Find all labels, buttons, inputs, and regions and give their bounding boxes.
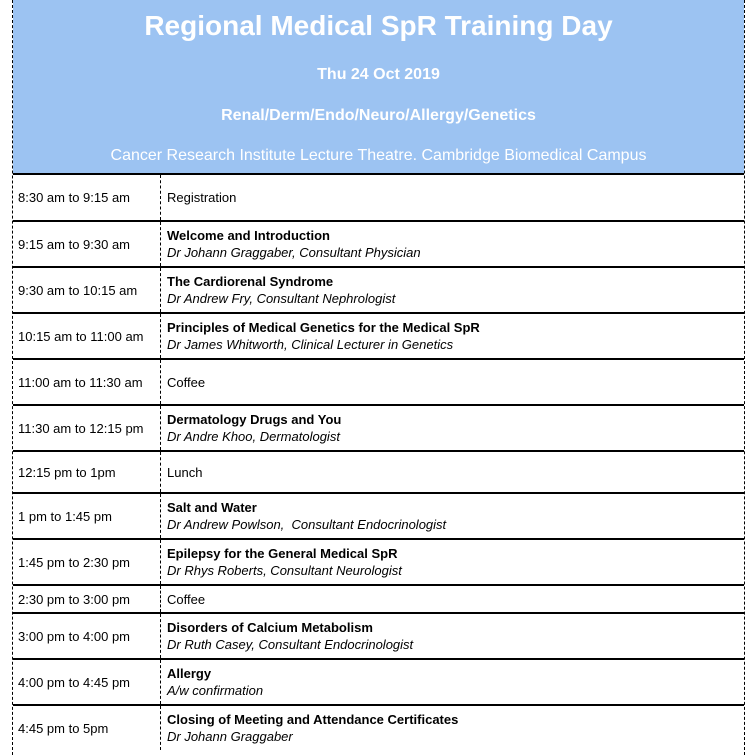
session-time: 4:45 pm to 5pm xyxy=(13,706,161,750)
session-speaker: Dr Andre Khoo, Dermatologist xyxy=(167,429,340,444)
session-details xyxy=(167,614,744,658)
session-details xyxy=(167,660,744,704)
session-details xyxy=(167,540,744,584)
session-speaker: Dr Rhys Roberts, Consultant Neurologist xyxy=(167,563,402,578)
session-details xyxy=(167,706,744,750)
programme-header xyxy=(13,0,744,175)
session-time: 3:00 pm to 4:00 pm xyxy=(13,614,161,658)
table-row xyxy=(13,452,744,494)
session-title: Disorders of Calcium Metabolism xyxy=(167,620,373,635)
table-row xyxy=(13,222,744,268)
session-speaker: Dr Andrew Fry, Consultant Nephrologist xyxy=(167,291,396,306)
session-details xyxy=(167,586,744,612)
session-title: Allergy xyxy=(167,666,212,681)
table-row xyxy=(13,614,744,660)
session-time: 4:00 pm to 4:45 pm xyxy=(13,660,161,704)
session-details xyxy=(167,452,744,492)
schedule-table xyxy=(13,175,744,750)
session-time: 9:30 am to 10:15 am xyxy=(13,268,161,312)
session-speaker: Dr Johann Graggaber, Consultant Physician xyxy=(167,245,421,260)
event-date: Thu 24 Oct 2019 xyxy=(317,66,440,83)
table-row xyxy=(13,706,744,750)
session-speaker: Dr Andrew Powlson, Consultant Endocrinologist xyxy=(167,517,447,532)
session-details xyxy=(167,222,744,266)
programme-page xyxy=(12,0,745,755)
table-row xyxy=(13,586,744,614)
table-row xyxy=(13,314,744,360)
session-details xyxy=(167,175,744,220)
table-row xyxy=(13,406,744,452)
session-time: 11:30 am to 12:15 pm xyxy=(13,406,161,450)
table-row xyxy=(13,540,744,586)
session-details xyxy=(167,360,744,404)
session-title: Coffee xyxy=(167,374,206,390)
session-time: 12:15 pm to 1pm xyxy=(13,452,161,492)
session-title: Closing of Meeting and Attendance Certificates xyxy=(167,712,459,727)
session-time: 11:00 am to 11:30 am xyxy=(13,360,161,404)
session-title: Epilepsy for the General Medical SpR xyxy=(167,546,398,561)
session-time: 1:45 pm to 2:30 pm xyxy=(13,540,161,584)
session-title: Lunch xyxy=(167,464,203,480)
table-row xyxy=(13,660,744,706)
table-row xyxy=(13,494,744,540)
event-title: Regional Medical SpR Training Day xyxy=(144,10,613,41)
table-row xyxy=(13,360,744,406)
session-details xyxy=(167,314,744,358)
session-title: Welcome and Introduction xyxy=(167,228,330,243)
session-time: 2:30 pm to 3:00 pm xyxy=(13,586,161,612)
event-venue: Cancer Research Institute Lecture Theatre. Cambridge Biomedical Campus xyxy=(110,147,647,164)
session-title: Coffee xyxy=(167,591,206,607)
session-title: Principles of Medical Genetics for the Medical SpR xyxy=(167,320,480,335)
session-time: 9:15 am to 9:30 am xyxy=(13,222,161,266)
session-time: 1 pm to 1:45 pm xyxy=(13,494,161,538)
table-row xyxy=(13,268,744,314)
session-title: Dermatology Drugs and You xyxy=(167,412,342,427)
session-speaker: Dr James Whitworth, Clinical Lecturer in Genetics xyxy=(167,337,454,352)
table-row xyxy=(13,175,744,222)
session-details xyxy=(167,406,744,450)
session-title: Registration xyxy=(167,190,237,205)
session-details xyxy=(167,268,744,312)
session-speaker: Dr Johann Graggaber xyxy=(167,729,293,744)
session-time: 8:30 am to 9:15 am xyxy=(13,175,161,220)
session-speaker: Dr Ruth Casey, Consultant Endocrinologist xyxy=(167,637,414,652)
event-topics: Renal/Derm/Endo/Neuro/Allergy/Genetics xyxy=(221,107,536,124)
session-title: The Cardiorenal Syndrome xyxy=(167,274,334,289)
session-details xyxy=(167,494,744,538)
session-time: 10:15 am to 11:00 am xyxy=(13,314,161,358)
session-speaker: A/w confirmation xyxy=(167,683,264,698)
session-title: Salt and Water xyxy=(167,500,257,515)
